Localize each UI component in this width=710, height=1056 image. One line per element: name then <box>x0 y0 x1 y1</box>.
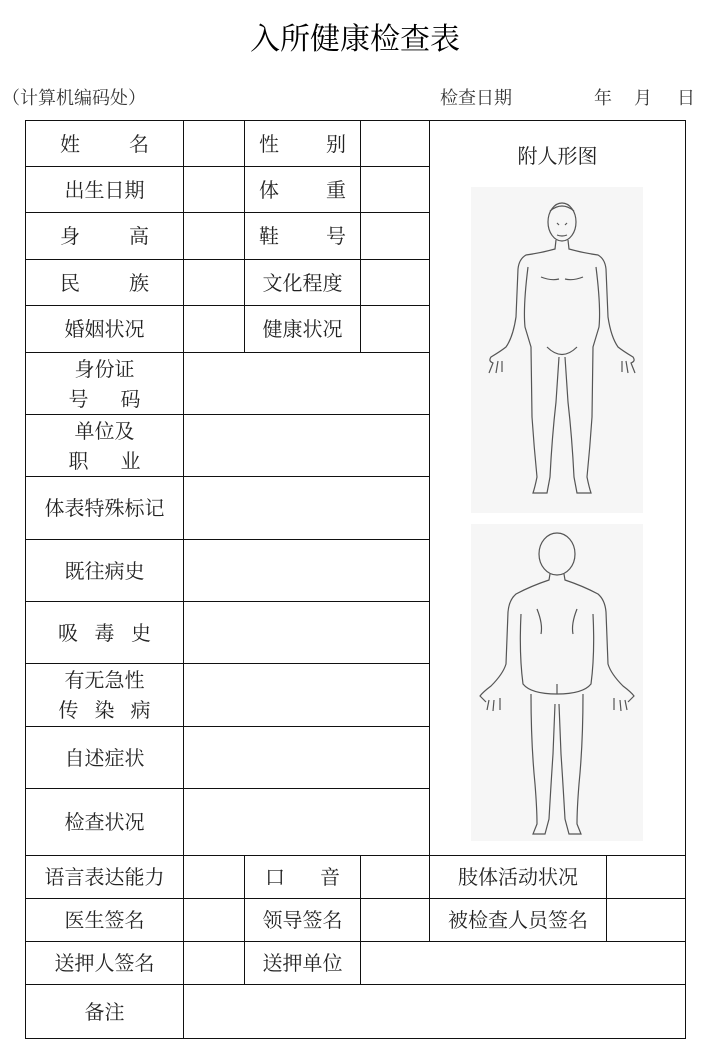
medical-history-value[interactable] <box>184 540 429 601</box>
body-front-figure <box>471 187 643 513</box>
label-escort-signature: 送押人签名 <box>54 951 155 975</box>
height-value[interactable] <box>184 213 244 259</box>
ethnicity-value[interactable] <box>184 260 244 305</box>
escort-signature-value[interactable] <box>184 942 244 984</box>
name-value[interactable] <box>184 121 244 166</box>
label-birth-date: 出生日期 <box>64 177 145 202</box>
gender-value[interactable] <box>361 121 429 166</box>
col-line <box>429 120 430 855</box>
remarks-value[interactable] <box>184 985 685 1038</box>
label-gender: 性 别 <box>259 131 346 156</box>
accent-value[interactable] <box>361 856 429 898</box>
label-drug-history: 吸 毒 史 <box>58 620 151 645</box>
label-escort-unit: 送押单位 <box>262 951 343 975</box>
label-examinee-signature: 被检查人员签名 <box>448 908 588 932</box>
label-marital-status: 婚姻状况 <box>64 317 145 341</box>
label-body-marks: 体表特殊标记 <box>44 496 165 520</box>
label-limb-activity: 肢体活动状况 <box>458 865 578 889</box>
computer-code-label: （计算机编码处） <box>2 88 146 109</box>
self-symptoms-value[interactable] <box>184 727 429 788</box>
weight-value[interactable] <box>361 167 429 212</box>
drug-history-value[interactable] <box>184 602 429 663</box>
label-shoe-size: 鞋 号 <box>259 224 346 248</box>
infectious-disease-value[interactable] <box>184 664 429 726</box>
shoe-size-value[interactable] <box>361 213 429 259</box>
label-self-symptoms: 自述症状 <box>64 745 145 770</box>
label-infectious-disease: 有无急性 传 染 病 <box>58 668 151 722</box>
label-remarks: 备注 <box>84 999 125 1024</box>
label-height: 身 高 <box>60 224 149 248</box>
education-value[interactable] <box>361 260 429 305</box>
marital-status-value[interactable] <box>184 306 244 352</box>
body-marks-value[interactable] <box>184 477 429 539</box>
label-id-number: 身份证 号 码 <box>68 356 141 411</box>
label-health-status: 健康状况 <box>262 317 343 341</box>
label-ethnicity: 民 族 <box>60 270 149 295</box>
doctor-signature-value[interactable] <box>184 899 244 941</box>
exam-status-value[interactable] <box>184 789 429 855</box>
label-language-ability: 语言表达能力 <box>44 865 165 889</box>
label-weight: 体 重 <box>259 177 346 202</box>
birth-date-value[interactable] <box>184 167 244 212</box>
label-doctor-signature: 医生签名 <box>64 908 145 932</box>
limb-activity-value[interactable] <box>607 856 685 898</box>
check-date-month: 月 <box>634 88 652 109</box>
check-date-year: 年 <box>594 88 612 109</box>
employer-job-value[interactable] <box>184 415 429 476</box>
leader-signature-value[interactable] <box>361 899 429 941</box>
examinee-signature-value[interactable] <box>607 899 685 941</box>
language-ability-value[interactable] <box>184 856 244 898</box>
label-medical-history: 既往病史 <box>64 558 145 583</box>
id-number-value[interactable] <box>184 353 429 414</box>
form-title: 入所健康检查表 <box>250 22 460 57</box>
escort-unit-value[interactable] <box>361 942 685 984</box>
label-accent: 口 音 <box>265 865 340 889</box>
check-date-label: 检查日期 <box>440 88 512 109</box>
health-status-value[interactable] <box>361 306 429 352</box>
label-name: 姓 名 <box>60 131 149 156</box>
body-back-figure <box>471 524 643 841</box>
label-leader-signature: 领导签名 <box>262 908 343 932</box>
label-employer-job: 单位及 职 业 <box>68 418 141 473</box>
label-exam-status: 检查状况 <box>64 810 145 834</box>
check-date-day: 日 <box>677 88 695 109</box>
label-education: 文化程度 <box>262 270 343 295</box>
figure-title: 附人形图 <box>517 144 598 168</box>
